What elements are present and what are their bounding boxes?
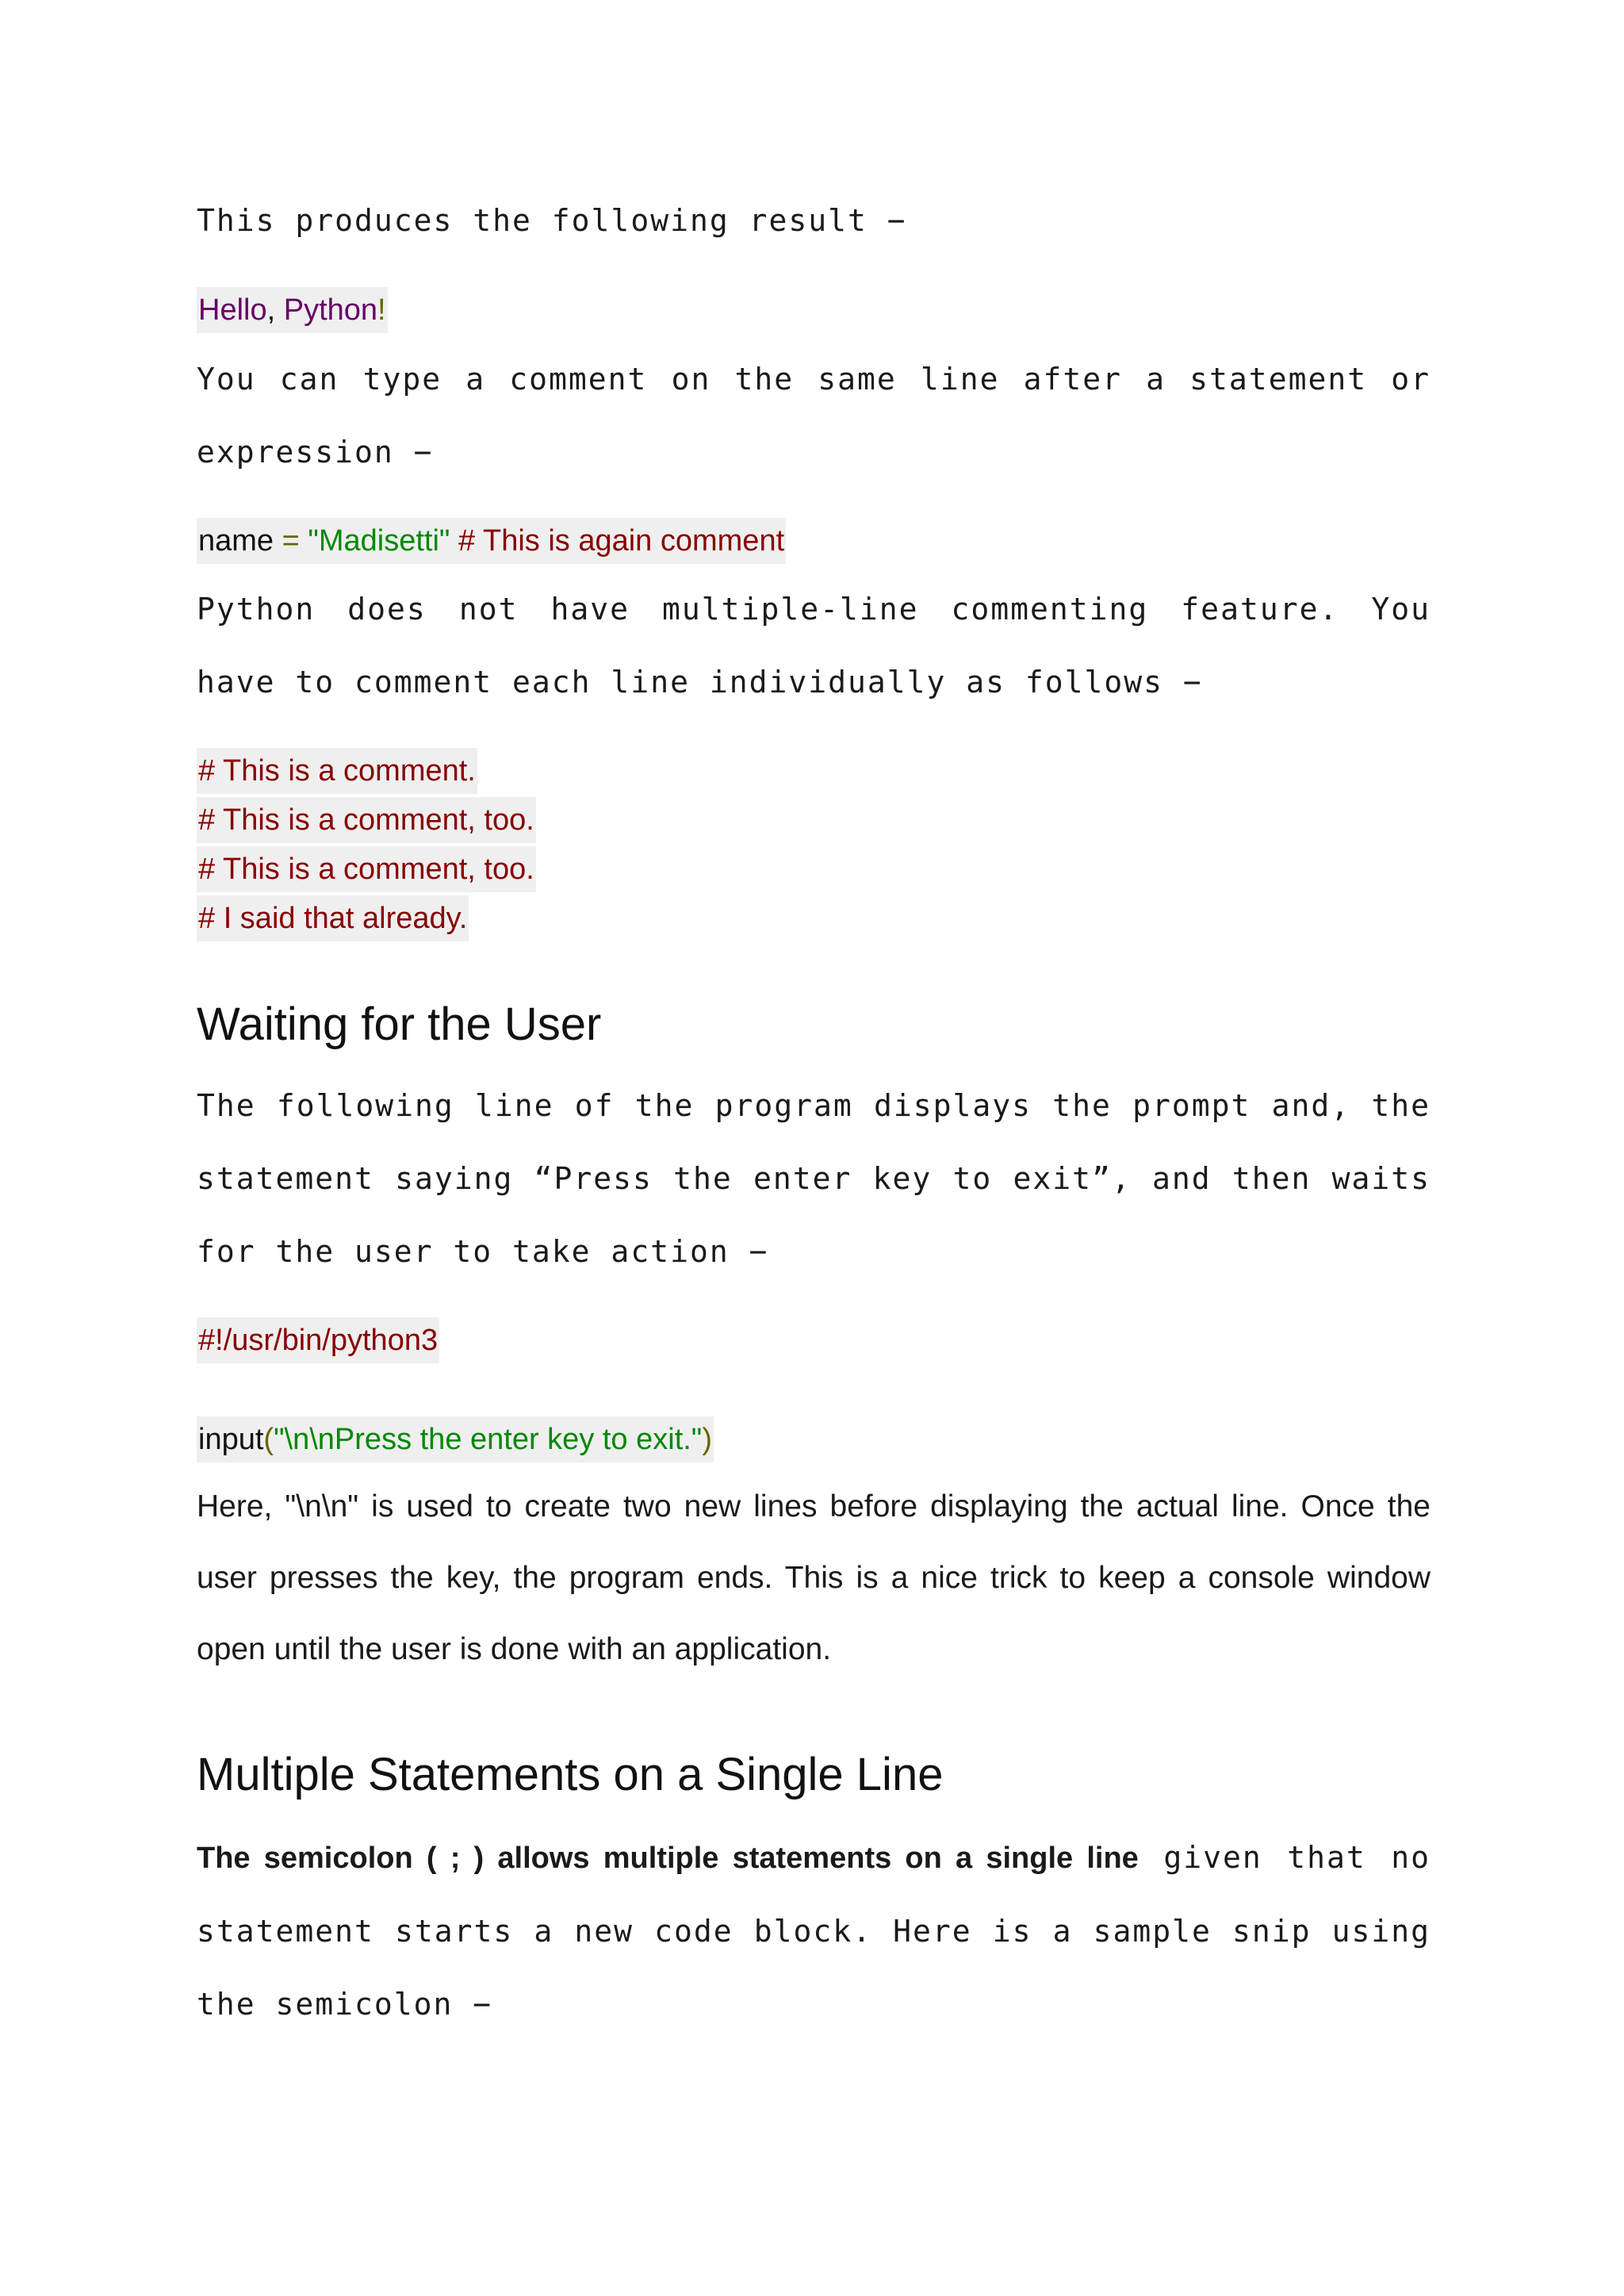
semicolon-bold-lead: The semicolon ( ; ) allows multiple statements on a single line [197, 1842, 1139, 1875]
code-string: "Madisetti" [308, 524, 450, 558]
code-function-name: input [198, 1423, 264, 1456]
output-bang: ! [377, 293, 386, 327]
code-inline-comment [197, 518, 786, 564]
code-paren-close: ) [702, 1423, 712, 1456]
code-operator: = [274, 524, 308, 558]
code-shebang: #!/usr/bin/python3 [197, 1317, 439, 1363]
output-word-hello: Hello [198, 293, 267, 327]
waiting-paragraph: The following line of the program displays the prompt and, the statement saying “Press the enter key to exit”, and then waits for the user to take action − [197, 1088, 1431, 1269]
code-comment-line: # This is a comment, too. [197, 846, 536, 892]
code-comment-line: # This is a comment, too. [197, 797, 536, 843]
heading-multiple-statements: Multiple Statements on a Single Line [197, 1749, 944, 1800]
heading-waiting-for-user: Waiting for the User [197, 999, 602, 1050]
semicolon-rest-text: given that no statement starts a new code block. Here is a sample snip using the semicolon − [197, 1840, 1431, 2022]
here-explanation-paragraph: Here, "\n\n" is used to create two new lines before displaying the actual line. Once the user presses the key, the program ends. This is a nice trick to keep a console window open until the user is done with an application. [197, 1489, 1431, 1666]
code-comment-line: # I said that already. [197, 895, 469, 941]
comment-same-line-paragraph: You can type a comment on the same line after a statement or expression − [197, 362, 1431, 470]
output-word-python: Python [275, 293, 378, 327]
output-comma: , [266, 293, 276, 327]
multiline-comment-paragraph: Python does not have multiple-line commenting feature. You have to comment each line individually as follows − [197, 592, 1431, 700]
code-input-string: "\n\nPress the enter key to exit." [274, 1423, 703, 1456]
code-comment-line: # This is a comment. [197, 748, 477, 794]
semicolon-paragraph [197, 1821, 1431, 2041]
code-input-call [197, 1416, 714, 1462]
code-comment: # This is again comment [450, 524, 785, 558]
output-hello-python [197, 287, 388, 333]
code-paren-open: ( [263, 1423, 274, 1456]
code-identifier: name [198, 524, 274, 558]
result-intro-paragraph: This produces the following result − [197, 203, 907, 238]
